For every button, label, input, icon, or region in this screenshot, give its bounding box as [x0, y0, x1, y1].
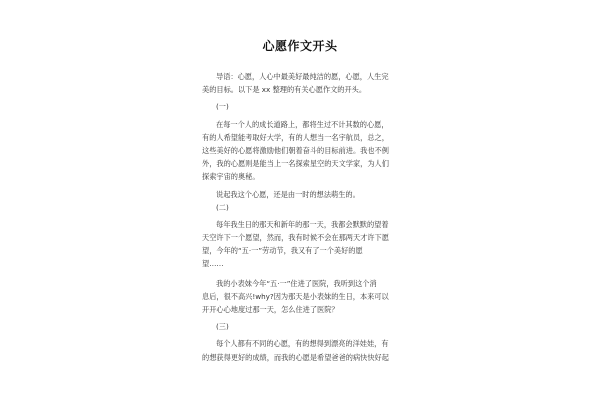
paragraph-3-line-3: 望，今年的“五·一”劳动节，我又有了一个美好的愿 [202, 246, 363, 256]
paragraph-4-line-1: 我的小表妹今年“五·一”住进了医院，我听到这个消 [216, 278, 377, 288]
paragraph-1-line-2: 有的人希望能考取好大学，有的人想当一名宇航员，总之， [202, 132, 389, 142]
paragraph-2-line-1: 说起我这个心愿，还是由一时的想法萌生的。 [216, 189, 360, 199]
page-title: 心愿作文开头 [262, 39, 338, 53]
document-body [202, 70, 400, 364]
paragraph-1-line-4: 外，我的心愿则是能当上一名探索星空的天文学家，为人们 [202, 159, 389, 169]
paragraph-1-line-3: 这些美好的心愿将激励他们朝着奋斗的目标前进。我也不例 [202, 145, 389, 155]
paragraph-1-line-5: 探索宇宙的奥秘。 [202, 172, 260, 182]
paragraph-4-line-2: 息后，很不高兴!why?因为那天是小表妹的生日，本来可以 [202, 291, 389, 301]
paragraph-5-line-1: 每个人都有不同的心愿，有的想得到漂亮的洋娃娃，有 [216, 339, 389, 349]
section-heading-2: (二) [216, 202, 229, 212]
intro-line-2: 美的目标。以下是 xx 整理的有关心愿作文的开头。 [202, 85, 367, 95]
paragraph-5-line-2: 的想获得更好的成绩，而我的心愿是希望爸爸的病快快好起 [202, 352, 389, 362]
section-heading-1: (一) [216, 102, 229, 112]
paragraph-3-line-2: 天空许下一个愿望，然而，我有时候不会在那两天才许下愿 [202, 233, 389, 243]
intro-line-1: 导语：心愿，人心中最美好最纯洁的愿，心愿，人生完 [216, 72, 389, 81]
paragraph-4-line-3: 开开心心地度过那一天，怎么住进了医院？ [202, 305, 339, 314]
paragraph-3-line-1: 每年我生日的那天和新年的那一天，我都会默默的望着 [216, 219, 389, 229]
paragraph-1-line-1: 在每一个人的成长道路上，都将生过不计其数的心愿， [216, 119, 389, 129]
paragraph-3-line-4: 望…… [202, 259, 224, 269]
section-heading-3: (三) [216, 322, 229, 332]
